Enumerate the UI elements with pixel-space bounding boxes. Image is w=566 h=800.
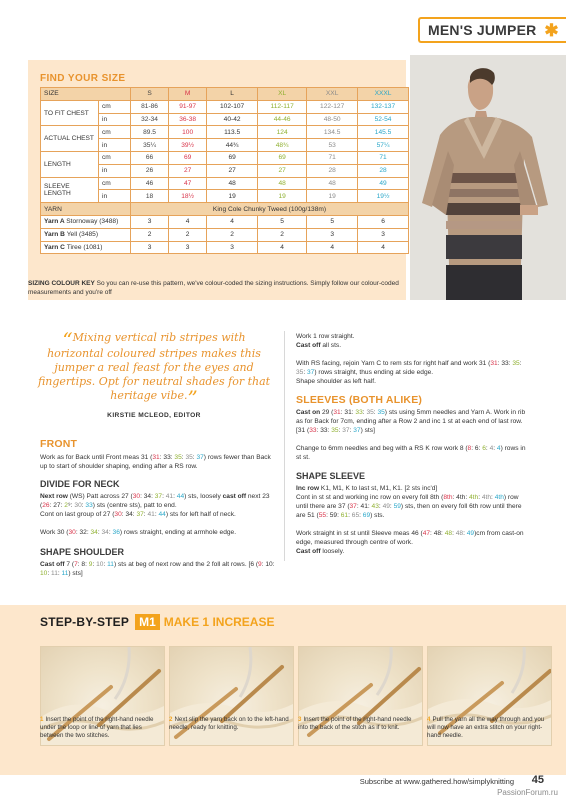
- shape-shoulder-note: Shape shoulder as left half.: [296, 378, 376, 385]
- yarn-amount: 5: [258, 215, 307, 228]
- subscribe-link[interactable]: Subscribe at www.gathered.how/simplyknitting: [359, 777, 514, 786]
- quote-credit: KIRSTIE MCLEOD, EDITOR: [107, 412, 201, 419]
- sizing-key-text: So you can re-use this pattern, we've colour-coded the sizing instructions. Simply follow our colour-coded measurements and you're off: [28, 280, 399, 296]
- step-4-caption: 4 Pull the yarn all the way through and you will now have an extra stitch on your right-hand needle.: [427, 716, 545, 739]
- measurement-value: 81-86: [131, 100, 169, 113]
- front-heading: FRONT: [40, 438, 78, 450]
- measurement-value: 19: [307, 190, 358, 203]
- measurement-value: 124: [258, 126, 307, 139]
- yarn-amount: 4: [358, 241, 409, 254]
- shape-sleeve-text-3: Work straight in st st until Sleeve meas 46 (47: 48: 48: 48: 49)cm from cast-on edge, measured through centre of work.: [296, 530, 524, 546]
- size-label: SIZE: [41, 88, 131, 101]
- yarn-row-label: Yarn C Tiree (1081): [41, 241, 131, 254]
- yarn-amount: 6: [358, 215, 409, 228]
- front-text: Work as for Back until Front meas 31 (31: 33: 35: 35: 37) rows fewer than Back up to start of shoulder shaping, ending after a RS row.: [40, 454, 271, 470]
- measurement-value: 69: [207, 151, 258, 164]
- measurement-value: 28: [358, 164, 409, 177]
- measurement-label: LENGTH: [41, 151, 99, 177]
- size-header-cell: L: [207, 88, 258, 101]
- measurement-value: 40-42: [207, 113, 258, 126]
- measurement-value: 19½: [358, 190, 409, 203]
- unit-cell: cm: [99, 100, 131, 113]
- measurement-value: 44¾: [207, 139, 258, 152]
- measurement-value: 71: [307, 151, 358, 164]
- size-header-cell: XL: [258, 88, 307, 101]
- measurement-value: 48: [258, 177, 307, 190]
- front-section: [40, 438, 280, 578]
- yarn-amount: 3: [169, 241, 207, 254]
- measurement-value: 48: [307, 177, 358, 190]
- measurement-value: 69: [169, 151, 207, 164]
- jumper-model-illustration: [410, 55, 566, 300]
- yarn-amount: 4: [307, 241, 358, 254]
- cast-off-loosely: Cast off loosely.: [296, 548, 345, 555]
- yarn-amount: 2: [258, 228, 307, 241]
- measurement-value: 18½: [169, 190, 207, 203]
- measurement-value: 52-54: [358, 113, 409, 126]
- measurement-value: 71: [358, 151, 409, 164]
- measurement-value: 36-38: [169, 113, 207, 126]
- measurement-value: 122-127: [307, 100, 358, 113]
- unit-cell: in: [99, 190, 131, 203]
- yarn-row: [41, 241, 409, 254]
- measurement-label: TO FIT CHEST: [41, 100, 99, 126]
- step-subtitle: MAKE 1 INCREASE: [163, 615, 275, 629]
- shape-sleeve-text-1: Inc row K1, M1, K to last st, M1, K1. [2 sts inc'd]: [296, 485, 438, 492]
- measurement-label: ACTUAL CHEST: [41, 126, 99, 152]
- yarn-amount: 5: [307, 215, 358, 228]
- yarn-amount: 3: [307, 228, 358, 241]
- measurement-value: 46: [131, 177, 169, 190]
- yarn-amount: 3: [131, 215, 169, 228]
- sleeves-text-1: Cast on 29 (31: 31: 33: 35: 35) sts using 5mm needles and Yarn A. Work in rib as for Back for 7cm, ending after a Row 2 and inc 1 st at each end of last row. [31 (33: 33: 35: 37: 37) sts]: [296, 409, 526, 434]
- unit-cell: cm: [99, 177, 131, 190]
- measurement-value: 57¼: [358, 139, 409, 152]
- measurement-value: 113.5: [207, 126, 258, 139]
- sleeves-heading: SLEEVES (BOTH ALIKE): [296, 394, 423, 406]
- rejoin-yarn-text: With RS facing, rejoin Yarn C to rem sts for right half and work 31 (31: 33: 35: 35: 37) rows straight, thus ending at side edge.: [296, 360, 522, 376]
- measurement-value: 18: [131, 190, 169, 203]
- divide-text-1: Next row (WS) Patt across 27 (30: 34: 37: 41: 44) sts, loosely cast off next 23 (26: 27: 2⁹: 30: 33) sts (centre sts), patt to end.: [40, 493, 270, 509]
- sizing-colour-key: [28, 279, 408, 297]
- unit-cell: cm: [99, 151, 131, 164]
- sleeves-text-2: Change to 6mm needles and beg with a RS K row work 8 (8: 6: 6: 4: 4) rows in st st.: [296, 445, 526, 461]
- work-row-straight: Work 1 row straight.: [296, 333, 355, 340]
- editor-quote: [34, 328, 274, 410]
- measurement-row: [41, 177, 409, 190]
- measurement-value: 134.5: [307, 126, 358, 139]
- yarn-amount: 2: [169, 228, 207, 241]
- quote-open: “: [62, 328, 73, 352]
- measurement-value: 66: [131, 151, 169, 164]
- step-3-caption: 3 Insert the point of the right-hand needle into the back of the stitch as if to knit.: [298, 716, 412, 731]
- size-header-cell: XXL: [307, 88, 358, 101]
- measurement-value: 44-46: [258, 113, 307, 126]
- measurement-value: 28: [307, 164, 358, 177]
- yarn-row-label: Yarn A Stornoway (3488): [41, 215, 131, 228]
- yarn-row: [41, 215, 409, 228]
- measurement-label: SLEEVE LENGTH: [41, 177, 99, 203]
- measurement-value: 102-107: [207, 100, 258, 113]
- column-divider: [284, 331, 285, 561]
- yarn-amount: 4: [258, 241, 307, 254]
- measurement-value: 26: [131, 164, 169, 177]
- section-title: MEN'S JUMPER: [428, 22, 537, 38]
- measurement-value: 19: [207, 190, 258, 203]
- measurement-value: 27: [169, 164, 207, 177]
- yarn-row-label: Yarn B Yell (3485): [41, 228, 131, 241]
- measurement-value: 27: [258, 164, 307, 177]
- measurement-value: 48¾: [258, 139, 307, 152]
- measurement-row: [41, 126, 409, 139]
- quote-text: Mixing vertical rib stripes with horizontal coloured stripes makes this jumper a real feast for the eyes and fingertips. Opt for neutral shades for that heritage vibe.: [37, 331, 271, 402]
- shape-sleeve-heading: SHAPE SLEEVE: [296, 471, 366, 481]
- find-your-size-heading: FIND YOUR SIZE: [40, 73, 126, 84]
- watermark: PassionForum.ru: [497, 788, 558, 797]
- shoulder-heading: SHAPE SHOULDER: [40, 547, 125, 557]
- shoulder-text: Cast off 7 (7: 8: 9: 10: 11) sts at beg of next row and the 2 foll alt rows. [6 (9: 10: 10: 11: 11) sts]: [40, 561, 275, 577]
- unit-cell: cm: [99, 126, 131, 139]
- yarn-amount: 4: [207, 215, 258, 228]
- measurement-row: [41, 100, 409, 113]
- yarn-row: [41, 228, 409, 241]
- yarn-amount: 3: [358, 228, 409, 241]
- measurement-value: 100: [169, 126, 207, 139]
- cast-off-all: Cast off all sts.: [296, 342, 342, 349]
- yarn-header-row: [41, 203, 409, 216]
- size-header-cell: S: [131, 88, 169, 101]
- yarn-amount: 2: [131, 228, 169, 241]
- yarn-amount: 4: [169, 215, 207, 228]
- divide-text-3: Work 30 (30: 32: 34: 34: 36) rows straight, ending at armhole edge.: [40, 529, 237, 536]
- shape-sleeve-text-2: Cont in st st and working inc row on every foll 8th (8th: 4th: 4th: 4th: 4th) row until there are 37 (37: 41: 43: 49: 59) sts, then on every foll 6th row until there are 51 (55: 59: 61: 65: 69) sts.: [296, 494, 522, 519]
- page-number: 45: [531, 774, 544, 786]
- measurement-value: 112-117: [258, 100, 307, 113]
- m1-badge: M1: [135, 614, 160, 630]
- measurement-value: 132-137: [358, 100, 409, 113]
- measurement-value: 69: [258, 151, 307, 164]
- model-photo: [410, 55, 566, 300]
- measurement-value: 32-34: [131, 113, 169, 126]
- measurement-value: 53: [307, 139, 358, 152]
- divide-heading: DIVIDE FOR NECK: [40, 479, 120, 489]
- step-2-caption: 2 Next slip the yarn back on to the left-hand needle, ready for knitting.: [169, 716, 289, 731]
- measurement-value: 49: [358, 177, 409, 190]
- measurement-value: 39½: [169, 139, 207, 152]
- measurement-value: 89.5: [131, 126, 169, 139]
- asterisk-icon: ✱: [544, 20, 559, 40]
- right-column: [296, 332, 532, 556]
- measurement-value: 48: [207, 177, 258, 190]
- section-header: [418, 17, 566, 43]
- measurement-row: [41, 151, 409, 164]
- measurement-value: 47: [169, 177, 207, 190]
- yarn-amount: 3: [131, 241, 169, 254]
- size-panel: [28, 60, 406, 300]
- yarn-amount: 2: [207, 228, 258, 241]
- measurement-value: 91-97: [169, 100, 207, 113]
- step-by-step-title: [40, 613, 274, 631]
- size-header-cell: XXXL: [358, 88, 409, 101]
- measurement-value: 48-50: [307, 113, 358, 126]
- sizing-key-title: SIZING COLOUR KEY: [28, 280, 95, 287]
- yarn-amount: 3: [207, 241, 258, 254]
- unit-cell: in: [99, 164, 131, 177]
- measurement-value: 27: [207, 164, 258, 177]
- step-by-step-label: STEP-BY-STEP: [40, 615, 130, 629]
- measurement-value: 35¼: [131, 139, 169, 152]
- unit-cell: in: [99, 113, 131, 126]
- measurement-value: 145.5: [358, 126, 409, 139]
- size-header-row: [41, 88, 409, 101]
- step-1-caption: 1 Insert the point of the right-hand needle under the loop or line of yarn that lies between the two stitches.: [40, 716, 154, 739]
- divide-text-2: Cont on last group of 27 (30: 34: 37: 41: 44) sts for left half of neck.: [40, 511, 236, 518]
- page-footer: [0, 776, 566, 800]
- size-table: [40, 87, 409, 254]
- yarn-label: YARN: [41, 203, 131, 216]
- quote-close: ”: [187, 386, 198, 410]
- unit-cell: in: [99, 139, 131, 152]
- measurement-value: 19: [258, 190, 307, 203]
- yarn-name: King Cole Chunky Tweed (100g/138m): [131, 203, 409, 216]
- size-header-cell: M: [169, 88, 207, 101]
